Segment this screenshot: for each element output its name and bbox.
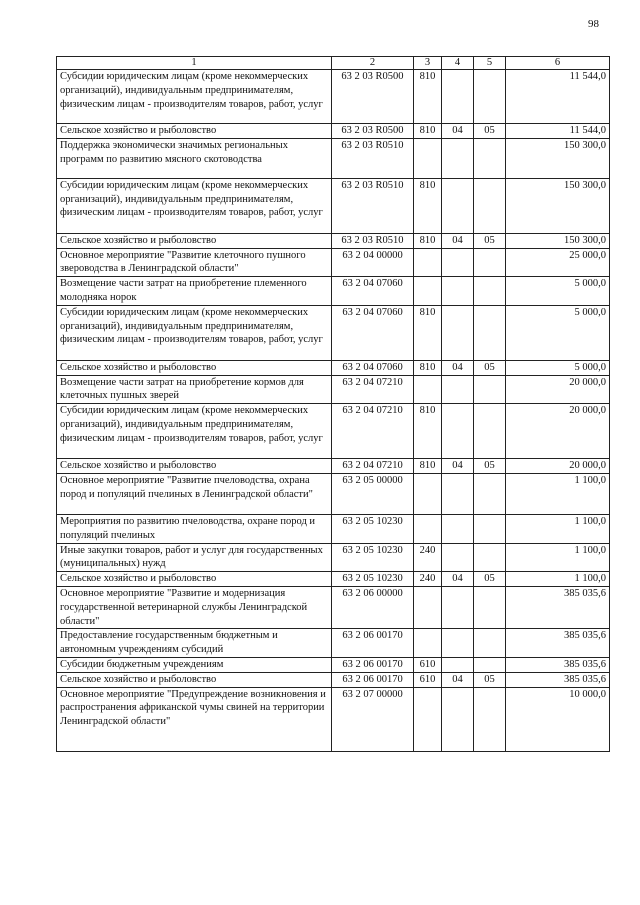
cell-name: Сельское хозяйство и рыболовство xyxy=(57,124,332,139)
cell-code: 63 2 06 00170 xyxy=(332,657,414,672)
cell-code: 63 2 05 00000 xyxy=(332,473,414,514)
page-number: 98 xyxy=(588,18,599,30)
cell-code: 63 2 04 07060 xyxy=(332,360,414,375)
table-row xyxy=(57,514,610,543)
cell-expense-type xyxy=(414,473,442,514)
budget-table xyxy=(56,56,610,752)
cell-subsection: 05 xyxy=(474,360,506,375)
table-row xyxy=(57,572,610,587)
cell-amount: 385 035,6 xyxy=(506,672,610,687)
column-header-3: 3 xyxy=(414,57,442,70)
cell-code: 63 2 03 R0510 xyxy=(332,178,414,233)
table-row xyxy=(57,248,610,277)
table-row xyxy=(57,586,610,628)
cell-section: 04 xyxy=(442,459,474,474)
cell-expense-type: 810 xyxy=(414,360,442,375)
cell-amount: 20 000,0 xyxy=(506,459,610,474)
cell-subsection xyxy=(474,375,506,404)
cell-expense-type: 810 xyxy=(414,124,442,139)
cell-name: Субсидии бюджетным учреждениям xyxy=(57,657,332,672)
cell-section xyxy=(442,375,474,404)
cell-amount: 385 035,6 xyxy=(506,629,610,658)
cell-name: Поддержка экономически значимых региональных программ по развитию мясного скотоводства xyxy=(57,138,332,178)
cell-subsection xyxy=(474,404,506,459)
cell-name: Субсидии юридическим лицам (кроме некоммерческих организаций), индивидуальным предпринимателям, физическим лицам - производителям товаров, работ, услуг xyxy=(57,70,332,124)
cell-section xyxy=(442,305,474,360)
cell-subsection xyxy=(474,514,506,543)
cell-subsection: 05 xyxy=(474,672,506,687)
cell-subsection: 05 xyxy=(474,459,506,474)
cell-expense-type: 810 xyxy=(414,178,442,233)
cell-code: 63 2 03 R0510 xyxy=(332,138,414,178)
cell-expense-type xyxy=(414,586,442,628)
cell-name: Основное мероприятие "Развитие клеточного пушного звероводства в Ленинградской области" xyxy=(57,248,332,277)
cell-subsection xyxy=(474,178,506,233)
cell-amount: 1 100,0 xyxy=(506,543,610,572)
cell-section xyxy=(442,178,474,233)
cell-name: Основное мероприятие "Развитие и модернизация государственной ветеринарной службы Ленинградской области" xyxy=(57,586,332,628)
cell-section xyxy=(442,248,474,277)
cell-section xyxy=(442,586,474,628)
cell-expense-type: 240 xyxy=(414,572,442,587)
cell-name: Субсидии юридическим лицам (кроме некоммерческих организаций), индивидуальным предпринимателям, физическим лицам - производителям товаров, работ, услуг xyxy=(57,404,332,459)
cell-expense-type: 810 xyxy=(414,305,442,360)
cell-section xyxy=(442,404,474,459)
cell-expense-type: 610 xyxy=(414,657,442,672)
cell-section: 04 xyxy=(442,572,474,587)
cell-amount: 385 035,6 xyxy=(506,657,610,672)
cell-expense-type xyxy=(414,375,442,404)
cell-expense-type xyxy=(414,138,442,178)
cell-expense-type: 610 xyxy=(414,672,442,687)
cell-code: 63 2 04 07210 xyxy=(332,375,414,404)
cell-section: 04 xyxy=(442,672,474,687)
cell-amount: 25 000,0 xyxy=(506,248,610,277)
cell-name: Возмещение части затрат на приобретение кормов для клеточных пушных зверей xyxy=(57,375,332,404)
cell-code: 63 2 07 00000 xyxy=(332,687,414,751)
cell-name: Сельское хозяйство и рыболовство xyxy=(57,459,332,474)
cell-amount: 20 000,0 xyxy=(506,404,610,459)
cell-amount: 10 000,0 xyxy=(506,687,610,751)
cell-subsection xyxy=(474,687,506,751)
column-header-4: 4 xyxy=(442,57,474,70)
cell-section xyxy=(442,687,474,751)
cell-amount: 5 000,0 xyxy=(506,360,610,375)
cell-code: 63 2 06 00170 xyxy=(332,672,414,687)
cell-code: 63 2 03 R0500 xyxy=(332,70,414,124)
cell-code: 63 2 03 R0500 xyxy=(332,124,414,139)
table-row xyxy=(57,543,610,572)
cell-subsection: 05 xyxy=(474,124,506,139)
header-row xyxy=(57,57,610,70)
cell-code: 63 2 04 00000 xyxy=(332,248,414,277)
cell-amount: 385 035,6 xyxy=(506,586,610,628)
cell-subsection xyxy=(474,70,506,124)
cell-name: Субсидии юридическим лицам (кроме некоммерческих организаций), индивидуальным предпринимателям, физическим лицам - производителям товаров, работ, услуг xyxy=(57,305,332,360)
cell-amount: 150 300,0 xyxy=(506,233,610,248)
table-row xyxy=(57,672,610,687)
cell-amount: 5 000,0 xyxy=(506,277,610,306)
cell-amount: 11 544,0 xyxy=(506,124,610,139)
cell-amount: 1 100,0 xyxy=(506,473,610,514)
cell-subsection xyxy=(474,305,506,360)
cell-expense-type xyxy=(414,248,442,277)
table-row xyxy=(57,138,610,178)
cell-expense-type xyxy=(414,277,442,306)
cell-amount: 1 100,0 xyxy=(506,572,610,587)
table-row xyxy=(57,404,610,459)
table-row xyxy=(57,687,610,751)
cell-amount: 11 544,0 xyxy=(506,70,610,124)
cell-section xyxy=(442,657,474,672)
cell-code: 63 2 04 07210 xyxy=(332,404,414,459)
cell-section: 04 xyxy=(442,233,474,248)
cell-name: Сельское хозяйство и рыболовство xyxy=(57,572,332,587)
cell-amount: 150 300,0 xyxy=(506,178,610,233)
cell-subsection: 05 xyxy=(474,572,506,587)
cell-subsection xyxy=(474,473,506,514)
cell-section: 04 xyxy=(442,360,474,375)
cell-expense-type xyxy=(414,514,442,543)
cell-code: 63 2 04 07210 xyxy=(332,459,414,474)
table-row xyxy=(57,70,610,124)
cell-name: Предоставление государственным бюджетным и автономным учреждениям субсидий xyxy=(57,629,332,658)
cell-expense-type: 810 xyxy=(414,459,442,474)
cell-subsection xyxy=(474,248,506,277)
cell-section xyxy=(442,473,474,514)
cell-expense-type: 240 xyxy=(414,543,442,572)
table-row xyxy=(57,473,610,514)
cell-subsection xyxy=(474,277,506,306)
cell-code: 63 2 06 00170 xyxy=(332,629,414,658)
cell-section xyxy=(442,543,474,572)
cell-name: Основное мероприятие "Предупреждение возникновения и распространения африканской чумы свиней на территории Ленинградской области" xyxy=(57,687,332,751)
table-row xyxy=(57,629,610,658)
cell-section: 04 xyxy=(442,124,474,139)
cell-expense-type: 810 xyxy=(414,404,442,459)
column-header-1: 1 xyxy=(57,57,332,70)
cell-subsection xyxy=(474,586,506,628)
cell-section xyxy=(442,70,474,124)
table-row xyxy=(57,277,610,306)
cell-name: Мероприятия по развитию пчеловодства, охране пород и популяций пчелиных xyxy=(57,514,332,543)
cell-name: Основное мероприятие "Развитие пчеловодства, охрана пород и популяций пчелиных в Ленинградской области" xyxy=(57,473,332,514)
cell-subsection xyxy=(474,138,506,178)
table-row xyxy=(57,360,610,375)
cell-amount: 20 000,0 xyxy=(506,375,610,404)
column-header-6: 6 xyxy=(506,57,610,70)
cell-name: Субсидии юридическим лицам (кроме некоммерческих организаций), индивидуальным предпринимателям, физическим лицам - производителям товаров, работ, услуг xyxy=(57,178,332,233)
cell-code: 63 2 05 10230 xyxy=(332,514,414,543)
cell-code: 63 2 06 00000 xyxy=(332,586,414,628)
cell-section xyxy=(442,277,474,306)
cell-section xyxy=(442,629,474,658)
table-row xyxy=(57,459,610,474)
table-row xyxy=(57,124,610,139)
cell-code: 63 2 03 R0510 xyxy=(332,233,414,248)
cell-name: Сельское хозяйство и рыболовство xyxy=(57,233,332,248)
cell-subsection xyxy=(474,657,506,672)
table-body xyxy=(57,70,610,752)
cell-expense-type: 810 xyxy=(414,233,442,248)
cell-code: 63 2 05 10230 xyxy=(332,572,414,587)
cell-amount: 5 000,0 xyxy=(506,305,610,360)
column-header-5: 5 xyxy=(474,57,506,70)
cell-expense-type: 810 xyxy=(414,70,442,124)
cell-name: Возмещение части затрат на приобретение племенного молодняка норок xyxy=(57,277,332,306)
cell-name: Иные закупки товаров, работ и услуг для государственных (муниципальных) нужд xyxy=(57,543,332,572)
cell-expense-type xyxy=(414,687,442,751)
cell-name: Сельское хозяйство и рыболовство xyxy=(57,360,332,375)
table-row xyxy=(57,178,610,233)
cell-section xyxy=(442,514,474,543)
cell-name: Сельское хозяйство и рыболовство xyxy=(57,672,332,687)
cell-code: 63 2 04 07060 xyxy=(332,305,414,360)
cell-subsection xyxy=(474,629,506,658)
cell-section xyxy=(442,138,474,178)
cell-amount: 150 300,0 xyxy=(506,138,610,178)
table-row xyxy=(57,657,610,672)
cell-code: 63 2 05 10230 xyxy=(332,543,414,572)
cell-subsection xyxy=(474,543,506,572)
table-row xyxy=(57,375,610,404)
table-row xyxy=(57,233,610,248)
cell-subsection: 05 xyxy=(474,233,506,248)
cell-amount: 1 100,0 xyxy=(506,514,610,543)
table-row xyxy=(57,305,610,360)
cell-expense-type xyxy=(414,629,442,658)
cell-code: 63 2 04 07060 xyxy=(332,277,414,306)
column-header-2: 2 xyxy=(332,57,414,70)
